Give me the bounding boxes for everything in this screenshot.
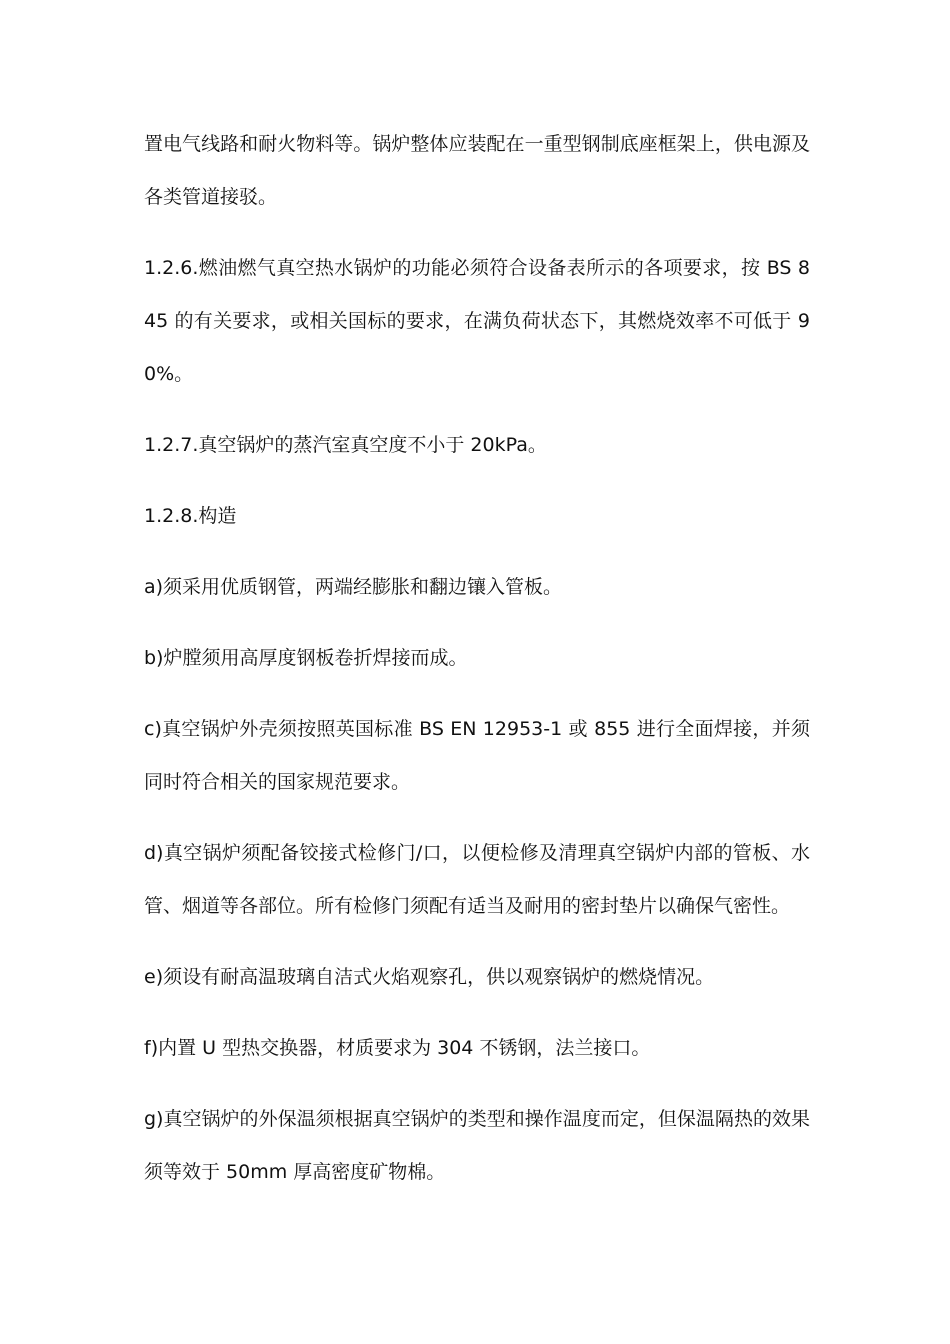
- paragraph-1-2-7: 1.2.7.真空锅炉的蒸汽室真空度不小于 20kPa。: [144, 434, 547, 456]
- paragraph-1-2-8-heading: 1.2.8.构造: [144, 505, 237, 527]
- paragraph-continuation: 置电气线路和耐火物料等。锅炉整体应装配在一重型钢制底座框架上，供电源及各类管道接驳。: [144, 133, 810, 208]
- paragraph-item-b: b)炉膛须用高厚度钢板卷折焊接而成。: [144, 647, 468, 669]
- paragraph-item-d: d)真空锅炉须配备铰接式检修门/口，以便检修及清理真空锅炉内部的管板、水管、烟道等各部位。所有检修门须配有适当及耐用的密封垫片以确保气密性。: [144, 842, 810, 917]
- paragraph-item-f: f)内置 U 型热交换器，材质要求为 304 不锈钢，法兰接口。: [144, 1037, 651, 1059]
- paragraph-item-c: c)真空锅炉外壳须按照英国标准 BS EN 12953-1 或 855 进行全面焊接，并须同时符合相关的国家规范要求。: [144, 718, 810, 793]
- paragraph-item-a: a)须采用优质钢管，两端经膨胀和翻边镶入管板。: [144, 576, 563, 598]
- paragraph-1-2-6: 1.2.6.燃油燃气真空热水锅炉的功能必须符合设备表所示的各项要求，按 BS 845 的有关要求，或相关国标的要求，在满负荷状态下，其燃烧效率不可低于 90%。: [144, 257, 810, 385]
- paragraph-item-g: g)真空锅炉的外保温须根据真空锅炉的类型和操作温度而定，但保温隔热的效果须等效于 50mm 厚高密度矿物棉。: [144, 1108, 810, 1183]
- document-body: [144, 118, 810, 1217]
- paragraph-item-e: e)须设有耐高温玻璃自洁式火焰观察孔，供以观察锅炉的燃烧情况。: [144, 966, 715, 988]
